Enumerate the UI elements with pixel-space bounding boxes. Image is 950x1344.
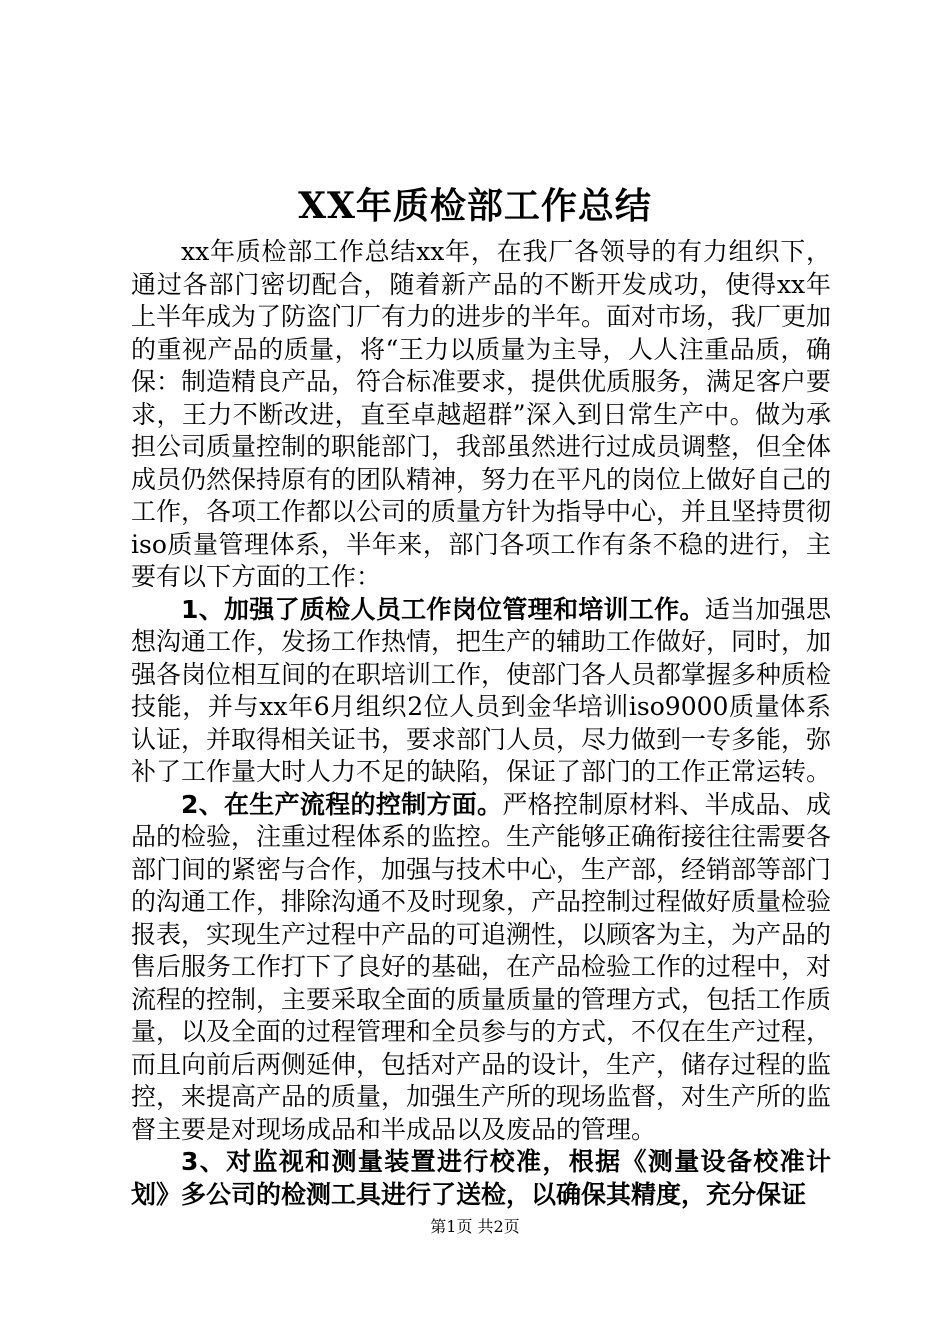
section-heading-1: 1、加强了质检人员工作岗位管理和培训工作。: [181, 594, 705, 624]
document-title: XX年质检部工作总结: [298, 185, 652, 227]
section-heading-2: 2、在生产流程的控制方面。: [181, 789, 503, 819]
section-paragraph-2: [131, 789, 831, 1147]
section-paragraph-3: [131, 1146, 831, 1211]
section-heading-3: 3、对监视和测量装置进行校准，根据《测量设备校准计划》多公司的检测工具进行了送检，以确保其精度，充分保证: [131, 1147, 831, 1209]
intro-paragraph: xx年质检部工作总结xx年，在我厂各领导的有力组织下，通过各部门密切配合，随着新产品的不断开发成功，使得xx年上半年成为了防盗门厂有力的进步的半年。面对市场，我厂更加的重视产品的质量，将“王力以质量为主导，人人注重品质，确保：制造精良产品，符合标准要求，提供优质服务，满足客户要求，王力不断改进，直至卓越超群”深入到日常生产中。做为承担公司质量控制的职能部门，我部虽然进行过成员调整，但全体成员仍然保持原有的团队精神，努力在平凡的岗位上做好自己的工作，各项工作都以公司的质量方针为指导中心，并且坚持贯彻iso质量管理体系，半年来，部门各项工作有条不稳的进行，主要有以下方面的工作：: [131, 237, 832, 591]
section-text-2: 严格控制原材料、半成品、成品的检验，注重过程体系的监控。生产能够正确衔接往往需要各部门间的紧密与合作，加强与技术中心，生产部，经销部等部门的沟通工作，排除沟通不及时现象，产品控制过程做好质量检验报表，实现生产过程中产品的可追溯性，以顾客为主，为产品的售后服务工作打下了良好的基础，在产品检验工作的过程中，对流程的控制，主要采取全面的质量质量的管理方式，包括工作质量，以及全面的过程管理和全员参与的方式，不仅在生产过程，而且向前后两侧延伸，包括对产品的设计，生产，储存过程的监控，来提高产品的质量，加强生产所的现场监督，对生产所的监督主要是对现场成品和半成品以及废品的管理。: [131, 789, 832, 1144]
document-body: [131, 236, 831, 1211]
page-footer: 第1页 共2页: [430, 1217, 520, 1236]
section-text-1: 适当加强思想沟通工作，发扬工作热情，把生产的辅助工作做好，同时，加强各岗位相互间的在职培训工作，使部门各人员都掌握多种质检技能，并与xx年6月组织2位人员到金华培训iso9000质量体系认证，并取得相关证书，要求部门人员，尽力做到一专多能，弥补了工作量大时人力不足的缺陷，保证了部门的工作正常运转。: [131, 594, 832, 786]
section-paragraph-1: [131, 594, 831, 789]
